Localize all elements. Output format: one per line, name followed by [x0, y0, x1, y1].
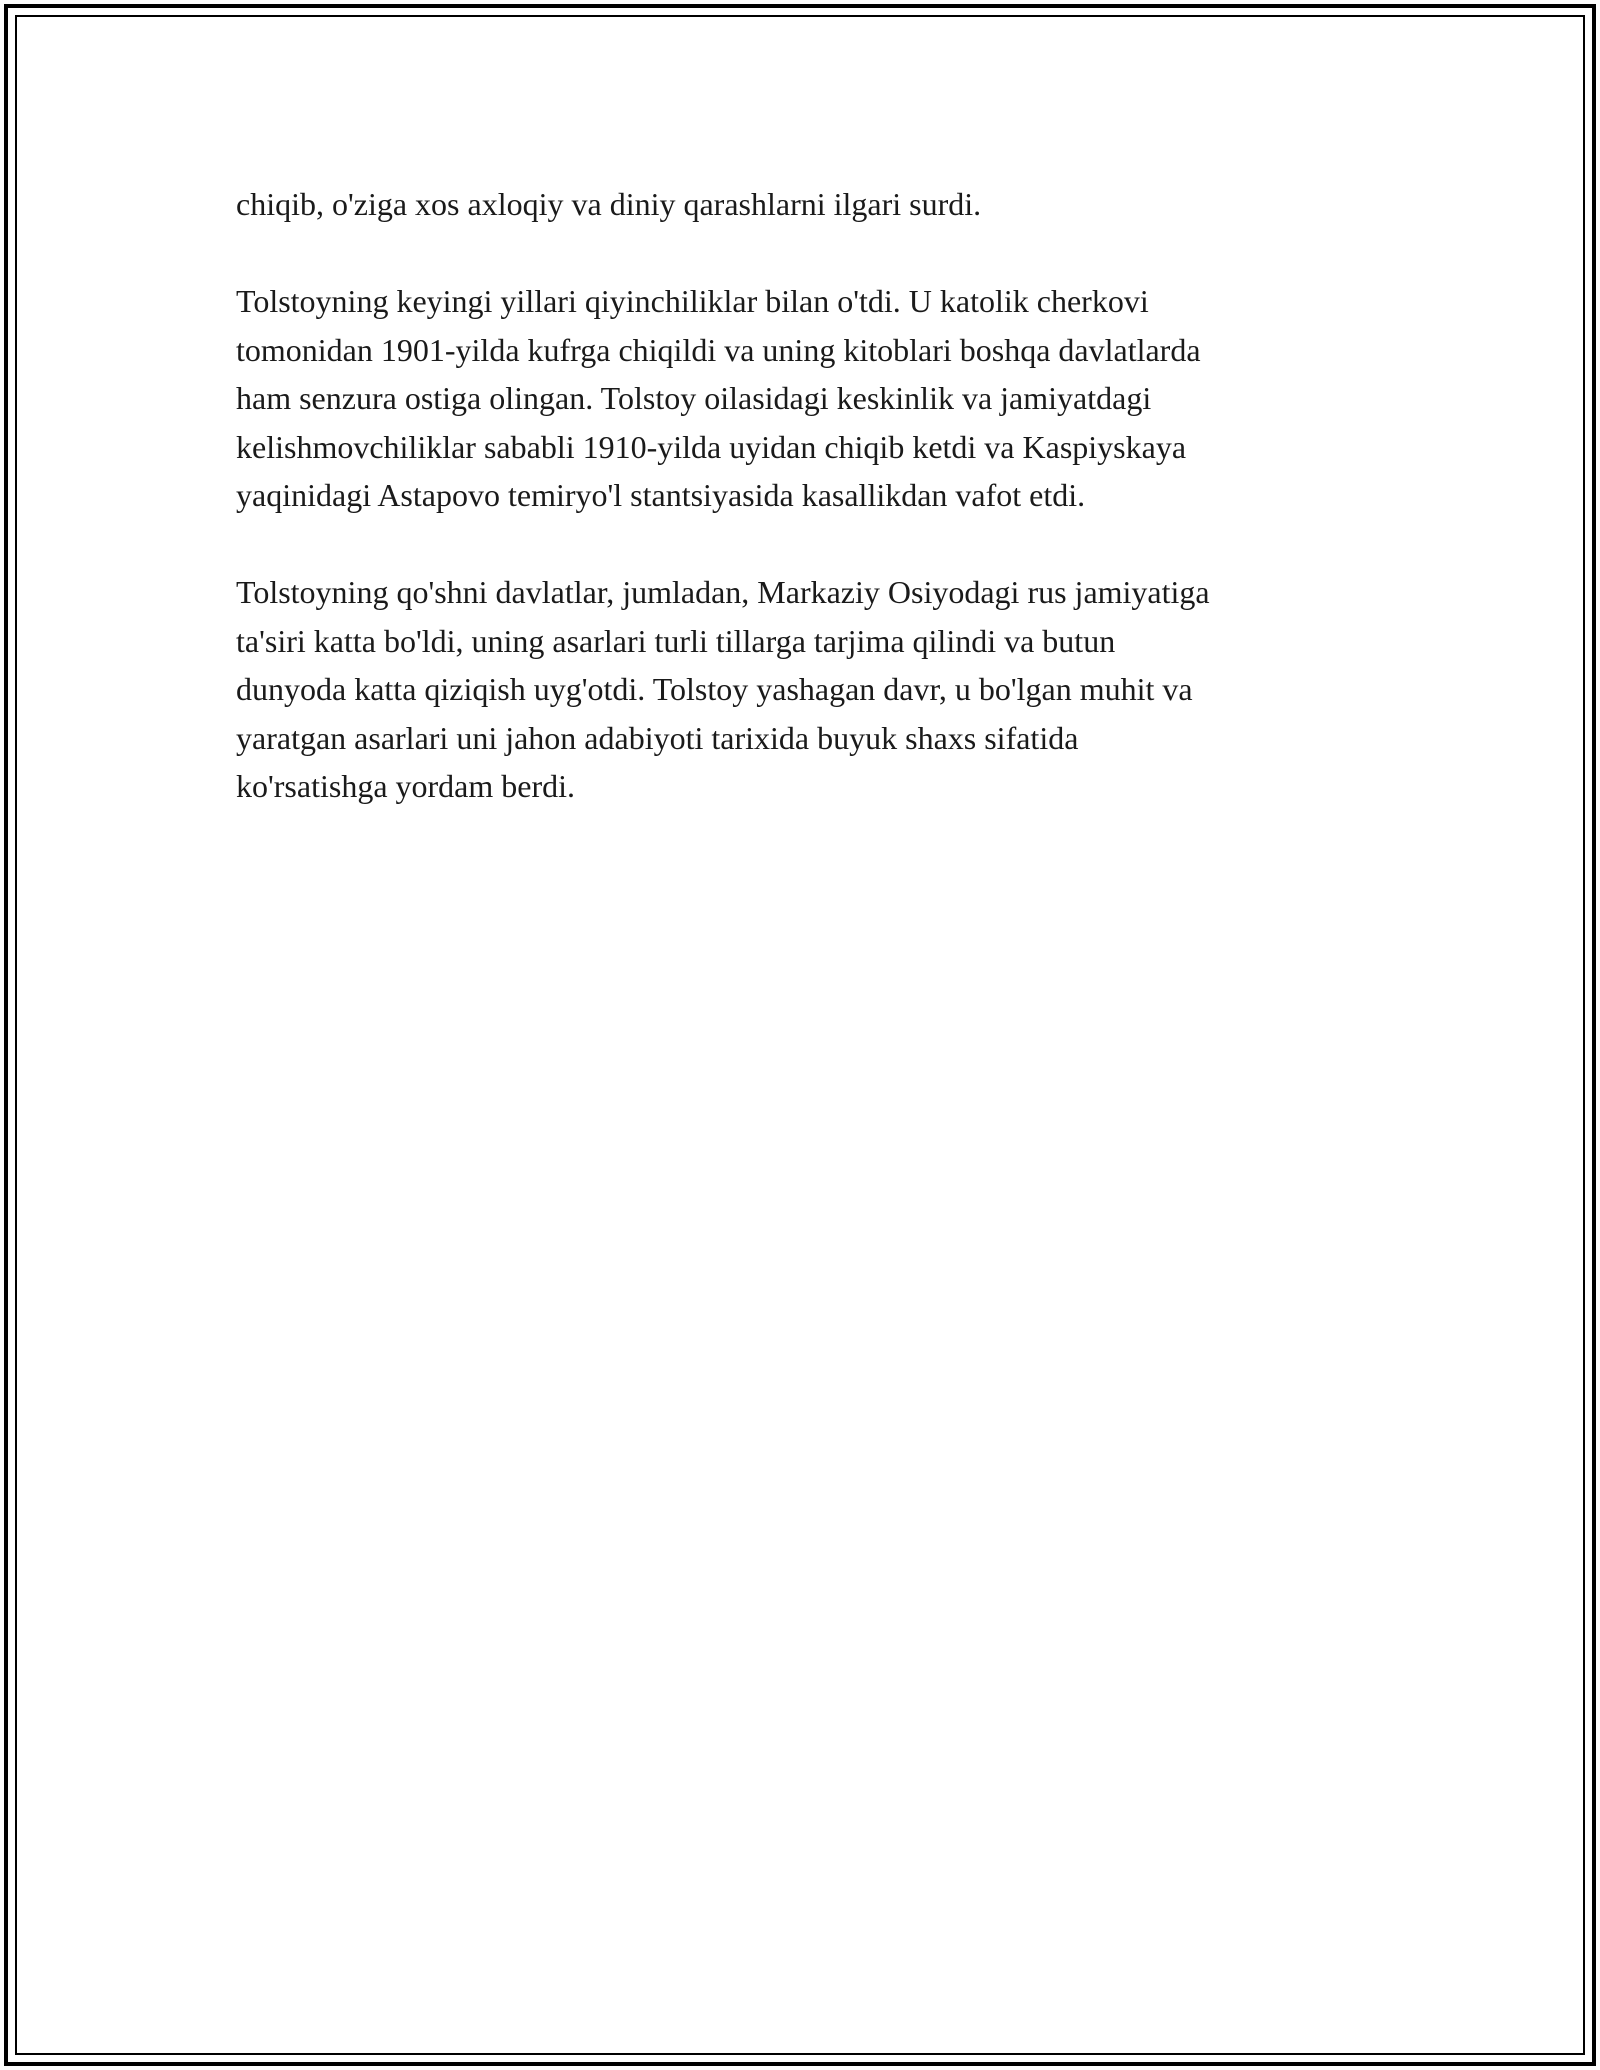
document-body: [236, 180, 1416, 859]
paragraph-2: Tolstoyning keyingi yillari qiyinchiliklar bilan o'tdi. U katolik cherkovi tomonidan 1901-yilda kufrga chiqildi va uning kitoblari boshqa davlatlarda ham senzura ostiga olingan. Tolstoy oilasidagi keskinlik va jamiyatdagi kelishmovchiliklar sababli 1910-yilda uyidan chiqib ketdi va Kaspiyskaya yaqinidagi Astapovo temiryo'l stantsiyasida kasallikdan vafot etdi.: [236, 283, 1201, 513]
paragraph-1: chiqib, o'ziga xos axloqiy va diniy qarashlarni ilgari surdi.: [236, 186, 982, 222]
paragraph-3: Tolstoyning qo'shni davlatlar, jumladan, Markaziy Osiyodagi rus jamiyatiga ta'siri katta bo'ldi, uning asarlari turli tillarga tarjima qilindi va butun dunyoda katta qiziqish uyg'otdi. Tolstoy yashagan davr, u bo'lgan muhit va yaratgan asarlari uni jahon adabiyoti tarixida buyuk shaxs sifatida ko'rsatishga yordam berdi.: [236, 574, 1210, 804]
